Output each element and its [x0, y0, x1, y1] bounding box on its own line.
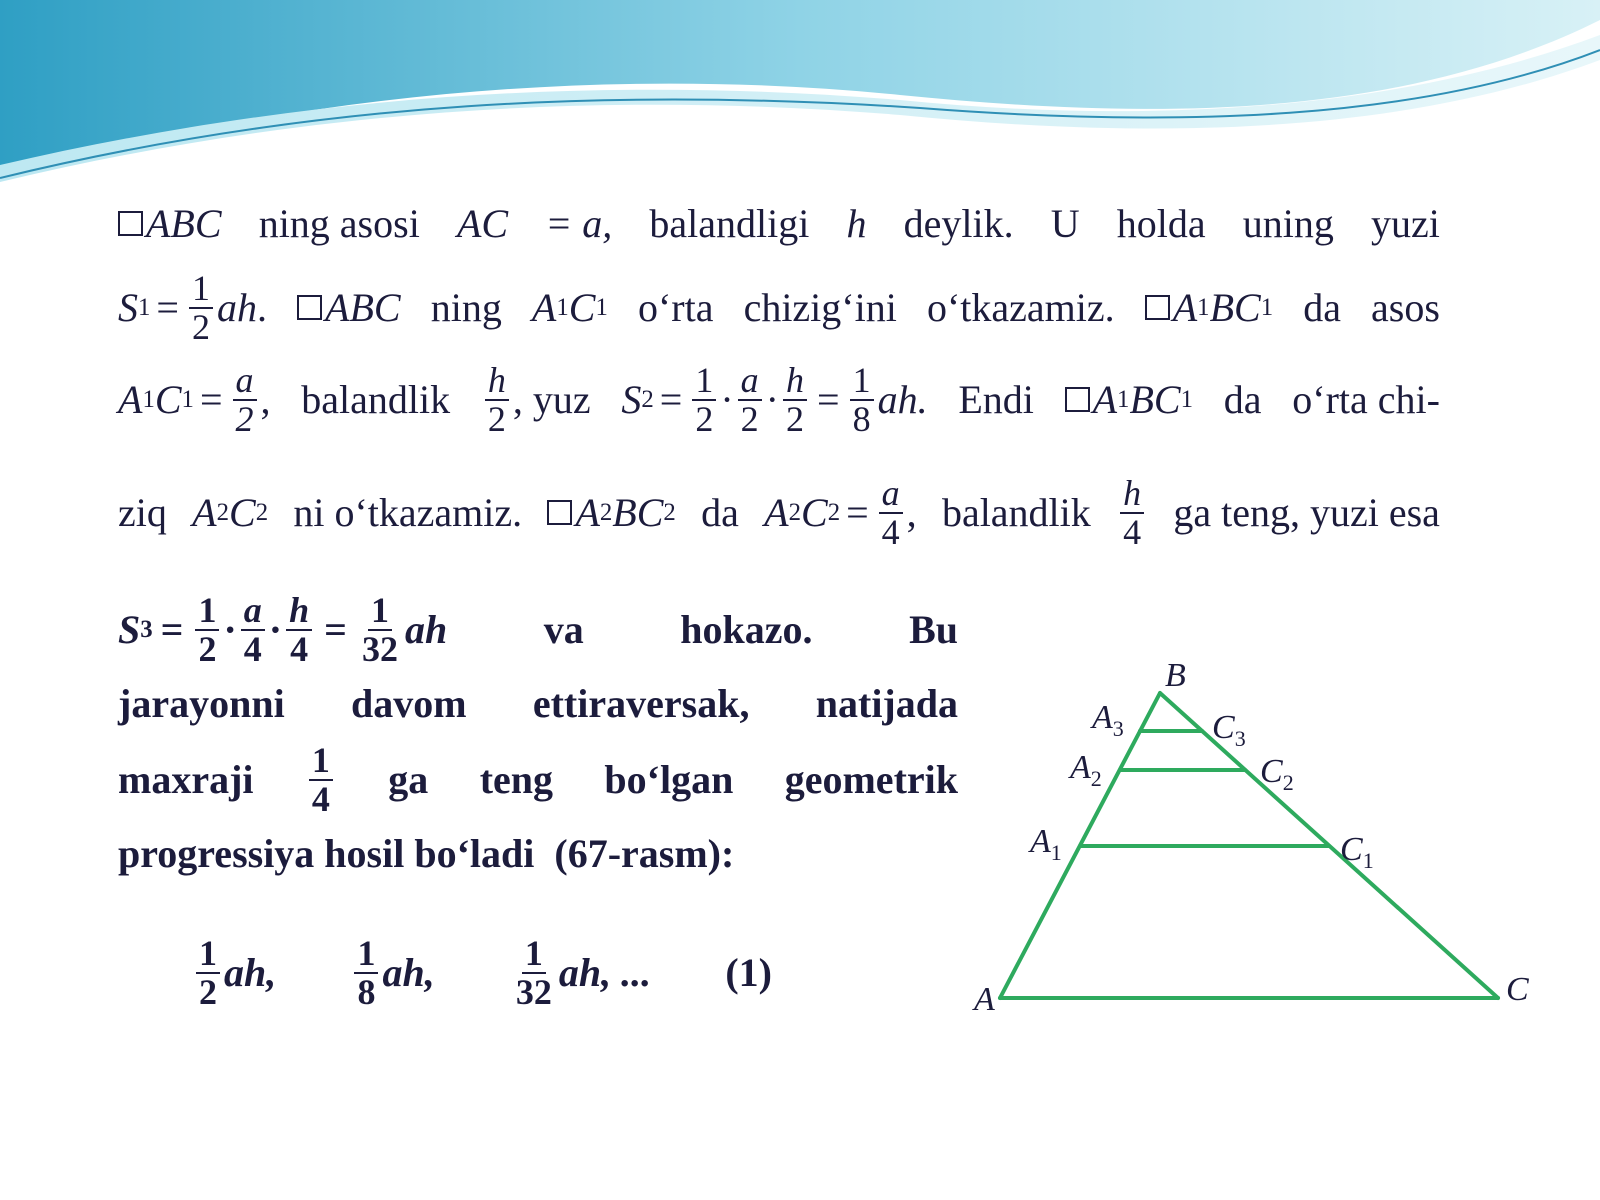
label-c1: $C_1$ — [1340, 831, 1374, 873]
formula-s1: S 1 = $\frac{1}{2}$ ah . — [118, 268, 267, 347]
word: Endi — [958, 377, 1034, 423]
math-a: = a, — [545, 201, 613, 246]
word: va — [543, 607, 584, 653]
text-line-7 — [118, 742, 958, 817]
word: jarayonni — [118, 681, 285, 726]
triangle-figure — [960, 660, 1560, 1030]
label-a1: $A_1$ — [1030, 823, 1062, 865]
sentence: progressiya hosil bo‘ladi (67-rasm): — [118, 831, 735, 876]
word: ning — [430, 285, 502, 331]
triangle-a2bc2: A 2 BC 2 — [547, 489, 675, 536]
word: U — [1050, 201, 1080, 246]
word: o‘rta chi- — [1292, 377, 1440, 423]
label-b: B — [1165, 660, 1186, 694]
triangle-icon — [297, 295, 322, 320]
word: natijada — [815, 681, 958, 726]
text-line-2 — [118, 270, 1440, 345]
triangle-abc: ABC — [297, 284, 401, 331]
word: deylik. — [903, 201, 1014, 246]
term-1: $\frac{1}{2}$ ah, — [192, 935, 276, 1010]
fraction: $\frac{h}{2}$ — [485, 362, 509, 437]
fraction: $\frac{1}{2}$ — [195, 592, 219, 667]
math-h: h — [846, 201, 867, 246]
word: asos — [1371, 285, 1440, 331]
word: Bu — [909, 607, 958, 653]
word: ga teng, yuzi esa — [1173, 490, 1440, 536]
label-a2: $A_2$ — [1070, 749, 1102, 791]
term-3: $\frac{1}{32}$ ah, ... — [515, 933, 652, 1012]
word: hokazo. — [680, 607, 813, 653]
math-a1c1: A 1 C 1 — [531, 285, 608, 331]
word: uning — [1242, 201, 1334, 246]
fraction: $\frac{a}{4}$ — [879, 475, 903, 550]
formula-s3: S 3 = $\frac{1}{2}$ · $\frac{a}{4}$ · $\frac{h}{4}$ = $\frac{1}{32}$ ah — [118, 590, 448, 669]
word: davom — [350, 681, 467, 726]
fraction: $\frac{h}{2}$ — [783, 362, 807, 437]
formula-s2: S 2 = $\frac{1}{2}$ · $\frac{a}{2}$ · $\frac{h}{2}$ = $\frac{1}{8}$ ah. — [621, 360, 928, 439]
fraction: $\frac{1}{4}$ — [309, 742, 333, 817]
math-abc: ABC — [146, 201, 222, 246]
triangle-a1bc1: A 1 BC 1 — [1065, 376, 1193, 423]
fraction: $\frac{a}{2}$ — [738, 362, 762, 437]
word: ettiraversak, — [532, 681, 750, 726]
fraction: $\frac{a}{2}$ — [233, 362, 257, 437]
label-c2: $C_2$ — [1260, 753, 1294, 795]
fraction: $\frac{1}{2}$ — [189, 270, 213, 345]
word: balandligi — [649, 201, 810, 246]
label-a3: $A_3$ — [1092, 699, 1124, 741]
text-line-6 — [118, 680, 958, 727]
word: ziq — [118, 490, 167, 536]
word: balandlik — [301, 377, 451, 423]
text-line-1 — [118, 200, 1440, 247]
triangle-a1bc1: A 1 BC 1 — [1145, 284, 1273, 331]
term-2: $\frac{1}{8}$ ah, — [350, 935, 434, 1010]
header-wave-decoration — [0, 0, 1600, 190]
word: yuzi — [1371, 201, 1440, 246]
fraction: $\frac{h}{4}$ — [1120, 475, 1144, 550]
formula-a1c1: A 1 C 1 = $\frac{a}{2}$ , — [118, 360, 271, 439]
formula-h2: $\frac{h}{2}$ , yuz — [481, 362, 591, 437]
fraction: $\frac{1}{8}$ — [850, 362, 874, 437]
fraction: $\frac{a}{4}$ — [241, 592, 265, 667]
word: o‘rta — [637, 285, 714, 331]
fraction: $\frac{1}{2}$ — [692, 362, 716, 437]
word: maxraji — [118, 757, 254, 803]
word: ga — [388, 757, 429, 803]
word: bo‘lgan — [604, 757, 734, 803]
triangle-icon — [1145, 295, 1170, 320]
triangle-icon — [547, 500, 572, 525]
word: da — [701, 490, 739, 536]
text-line-4 — [118, 475, 1440, 550]
label-c: C — [1506, 971, 1529, 1008]
word: teng — [479, 757, 554, 803]
word: holda — [1116, 201, 1206, 246]
math-a2c2: A 2 C 2 — [192, 490, 269, 536]
formula-a2c2: A 2 C 2 = $\frac{a}{4}$ , — [764, 473, 917, 552]
equation-number: (1) — [725, 950, 772, 996]
triangle-icon — [1065, 387, 1090, 412]
triangle-icon — [118, 211, 143, 236]
fraction: $\frac{h}{4}$ — [286, 592, 312, 667]
text-line-3 — [118, 362, 1440, 437]
word: chizig‘ini — [743, 285, 897, 331]
word: balandlik — [941, 490, 1091, 536]
fraction: $\frac{1}{32}$ — [361, 590, 398, 669]
triangle-abc — [118, 200, 222, 247]
label-a: A — [974, 981, 995, 1018]
label-c3: $C_3$ — [1212, 709, 1246, 751]
word: ning asosi — [258, 201, 420, 246]
word: da — [1303, 285, 1341, 331]
word: ni o‘tkazamiz. — [293, 490, 523, 536]
math-ac: AC — [456, 201, 509, 246]
word: da — [1223, 377, 1262, 423]
progression-formula — [192, 935, 772, 1010]
word: geometrik — [784, 757, 958, 803]
text-line-5 — [118, 592, 958, 667]
text-line-8 — [118, 830, 958, 877]
word: o‘tkazamiz. — [926, 285, 1115, 331]
